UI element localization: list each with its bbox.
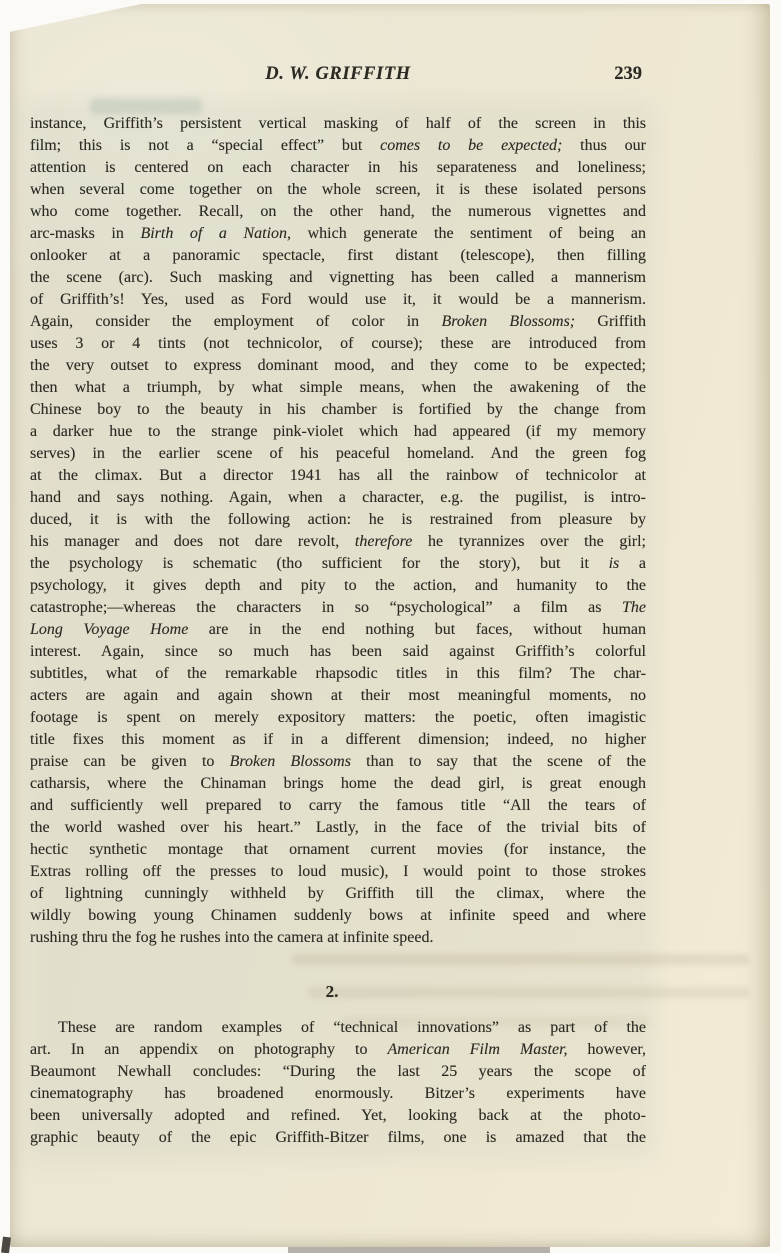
text-line (30, 927, 646, 949)
text-segment: of Griffith’s! Yes, used as Ford would use it, it would be a mannerism. (30, 291, 646, 308)
text-segment: his manager and does not dare revolt, (30, 533, 355, 550)
text-segment: the psychology is schematic (tho sufficient for the story), but it (30, 555, 609, 572)
text-line (30, 509, 646, 531)
text-segment: a darker hue to the strange pink-violet which had appeared (if my memory (30, 423, 646, 440)
text-segment: hectic synthetic montage that ornament current movies (for instance, the (30, 841, 646, 858)
text-segment: thus our (562, 137, 646, 154)
text-line (30, 641, 646, 663)
text-segment: been universally adopted and refined. Yet, looking back at the photo- (30, 1107, 646, 1124)
italic-text-segment: Birth of a Nation, (140, 225, 292, 242)
text-segment: arc-masks in (30, 225, 141, 242)
text-line (30, 597, 646, 619)
text-line (30, 1061, 646, 1083)
text-line (30, 113, 646, 135)
section-number: 2. (325, 982, 339, 1001)
text-segment: film; this is not a “special effect” but (30, 137, 381, 154)
text-line (30, 663, 646, 685)
text-line (30, 311, 646, 333)
body-text (30, 113, 646, 1149)
italic-text-segment: Broken Blossoms; (441, 313, 576, 330)
text-line (30, 421, 646, 443)
text-line (30, 443, 646, 465)
text-segment: Extras rolling off the presses to loud music), I would point to those strokes (30, 863, 646, 880)
text-line (30, 355, 646, 377)
text-line (30, 1039, 646, 1061)
text-segment: These are random examples of “technical innovations” as part of the (58, 1019, 646, 1036)
text-line (30, 135, 646, 157)
italic-text-segment: Broken Blossoms (229, 753, 351, 770)
text-segment: Beaumont Newhall concludes: “During the last 25 years the scope of (30, 1063, 646, 1080)
text-segment: cinematography has broadened enormously. Bitzer’s experiments have (30, 1085, 646, 1102)
text-line (30, 773, 646, 795)
text-segment: hand and says nothing. Again, when a character, e.g. the pugilist, is intro- (30, 489, 646, 506)
text-line (30, 377, 646, 399)
text-segment: are in the end nothing but faces, without human (188, 621, 647, 638)
text-segment: of lightning cunningly withheld by Griffith till the climax, where the (30, 885, 646, 902)
text-line (30, 861, 646, 883)
italic-text-segment: Long Voyage Home (30, 621, 189, 638)
text-segment: a (619, 555, 647, 572)
italic-text-segment: The (622, 599, 646, 616)
text-segment: and sufficiently well prepared to carry the famous title “All the tears of (30, 797, 646, 814)
text-line (30, 751, 646, 773)
text-segment: wildly bowing young Chinamen suddenly bows at infinite speed and where (30, 907, 646, 924)
text-segment: than to say that the scene of the (350, 753, 647, 770)
text-segment: which generate the sentiment of being an (291, 225, 646, 242)
text-segment: he tyrannizes over the girl; (412, 533, 646, 550)
text-segment: title fixes this moment as if in a different dimension; indeed, no higher (30, 731, 646, 748)
text-segment: Chinese boy to the beauty in his chamber is fortified by the change from (30, 401, 646, 418)
paragraph-2 (30, 1017, 646, 1149)
text-line (30, 487, 646, 509)
text-line (30, 619, 646, 641)
italic-text-segment: is (608, 555, 620, 572)
text-segment: onlooker at a panoramic spectacle, first distant (telescope), then filling (30, 247, 646, 264)
page-number: 239 (614, 64, 642, 84)
running-head: D. W. GRIFFITH (265, 64, 411, 84)
paragraph-1 (30, 113, 646, 949)
page-header (30, 64, 646, 92)
italic-text-segment: therefore (354, 533, 413, 550)
italic-text-segment: comes to be expected; (380, 137, 563, 154)
text-line (30, 817, 646, 839)
text-line (30, 905, 646, 927)
text-line (30, 1017, 646, 1039)
text-segment: Again, consider the employment of color in (30, 313, 442, 330)
text-segment: footage is spent on merely expository matters: the poetic, often imagistic (30, 709, 646, 726)
scan-corner-shadow (1, 1237, 11, 1253)
text-line (30, 1127, 646, 1149)
text-line (30, 289, 646, 311)
text-line (30, 707, 646, 729)
book-page (10, 4, 770, 1247)
text-line (30, 685, 646, 707)
text-line (30, 157, 646, 179)
text-segment: art. In an appendix on photography to (30, 1041, 388, 1058)
text-line (30, 553, 646, 575)
text-segment: the world washed over his heart.” Lastly, in the face of the trivial bits of (30, 819, 646, 836)
text-segment: graphic beauty of the epic Griffith-Bitzer films, one is amazed that the (30, 1129, 646, 1146)
text-segment: the very outset to express dominant mood, and they come to be expected; (30, 357, 646, 374)
text-segment: Griffith (575, 313, 646, 330)
text-line (30, 333, 646, 355)
text-segment: instance, Griffith’s persistent vertical masking of half of the screen in this (30, 115, 646, 132)
text-segment: when several come together on the whole screen, it is these isolated persons (30, 181, 646, 198)
text-segment: who come together. Recall, on the other hand, the numerous vignettes and (30, 203, 646, 220)
text-segment: attention is centered on each character in his separateness and loneliness; (30, 159, 646, 176)
text-segment: acters are again and again shown at their most meaningful moments, no (30, 687, 646, 704)
text-segment: rushing thru the fog he rushes into the camera at infinite speed. (30, 929, 434, 946)
text-segment: interest. Again, since so much has been said against Griffith’s colorful (30, 643, 646, 660)
bleedthrough-smudge (90, 98, 202, 114)
text-line (30, 399, 646, 421)
text-line (30, 795, 646, 817)
text-segment: uses 3 or 4 tints (not technicolor, of course); these are introduced from (30, 335, 646, 352)
text-line (30, 531, 646, 553)
text-line (30, 223, 646, 245)
text-segment: praise can be given to (30, 753, 230, 770)
text-line (30, 839, 646, 861)
text-line (30, 465, 646, 487)
text-segment: psychology, it gives depth and pity to the action, and humanity to the (30, 577, 646, 594)
text-line (30, 201, 646, 223)
scan-bottom-edge (288, 1247, 550, 1253)
text-segment: then what a triumph, by what simple means, when the awakening of the (30, 379, 646, 396)
text-line (30, 575, 646, 597)
text-segment: catharsis, where the Chinaman brings home the dead girl, is great enough (30, 775, 646, 792)
text-line (30, 267, 646, 289)
text-line (30, 179, 646, 201)
text-line (30, 1083, 646, 1105)
italic-text-segment: American Film Master, (387, 1041, 568, 1058)
text-segment: duced, it is with the following action: he is restrained from pleasure by (30, 511, 646, 528)
text-segment: however, (567, 1041, 647, 1058)
text-segment: catastrophe;—whereas the characters in so “psychological” a film as (30, 599, 622, 616)
text-line (30, 883, 646, 905)
text-line (30, 1105, 646, 1127)
text-segment: subtitles, what of the remarkable rhapsodic titles in this film? The char- (30, 665, 646, 682)
text-line (30, 729, 646, 751)
text-segment: serves) in the earlier scene of his peaceful homeland. And the green fog (30, 445, 646, 462)
text-segment: at the climax. But a director 1941 has all the rainbow of technicolor at (30, 467, 646, 484)
text-segment: the scene (arc). Such masking and vignetting has been called a mannerism (30, 269, 646, 286)
text-line (30, 245, 646, 267)
